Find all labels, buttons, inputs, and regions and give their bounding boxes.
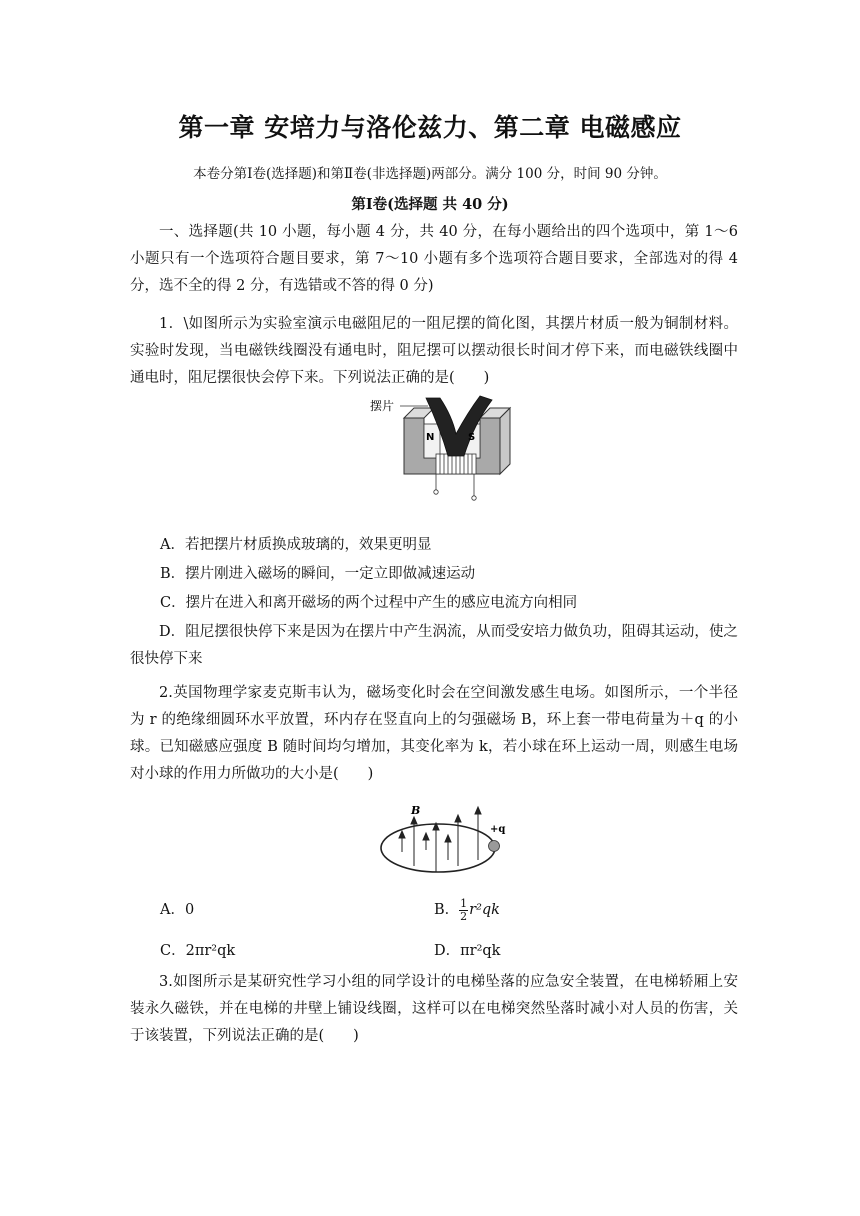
question-3-stem: 3.如图所示是某研究性学习小组的同学设计的电梯坠落的应急安全装置，在电梯轿厢上安装永久磁铁，并在电梯的井壁上铺设线圈，这样可以在电梯突然坠落时减小对人员的伤害，关于该装置，下列说法正确的是( ) — [130, 974, 738, 1044]
coil-icon — [436, 454, 476, 474]
q2-option-b — [434, 897, 500, 924]
b-label: B — [411, 804, 421, 817]
pole-s-label: S — [468, 432, 476, 443]
section-intro: 一、选择题(共 10 小题，每小题 4 分，共 40 分，在每小题给出的四个选项中，第 1～6 小题只有一个选项符合题目要求，第 7～10 小题有多个选项符合题目要求，全部选对的得 4 分，选不全的得 2 分，有选错或不答的得 0 分) — [130, 224, 738, 294]
question-2-stem: 2.英国物理学家麦克斯韦认为，磁场变化时会在空间激发感生电场。如图所示，一个半径为 r 的绝缘细圆环水平放置，环内存在竖直向上的匀强磁场 B，环上套一带电荷量为＋q 的小球。已知磁感应强度 B 随时间均匀增加，其变化率为 k，若小球在环上运动一周，则感生电场对小球的作用力所做功的大小是( ) — [130, 685, 738, 782]
pendulum-label: 摆片 — [370, 399, 395, 413]
q2-option-d: D．πr²qk — [434, 943, 501, 959]
page-title: 第一章 安培力与洛伦兹力、第二章 电磁感应 — [178, 113, 682, 142]
q2-option-c: C．2πr²qk — [160, 943, 236, 959]
damping-pendulum-figure — [370, 394, 530, 506]
q1-option-a: A．若把摆片材质换成玻璃的，效果更明显 — [160, 537, 432, 553]
q2-option-a: A．0 — [160, 902, 195, 918]
ring-field-figure — [378, 802, 512, 880]
part-heading: 第Ⅰ卷(选择题 共 40 分) — [351, 196, 509, 213]
one-half-fraction: $\frac{1}{2}$ — [460, 896, 468, 923]
q2-option-b-prefix: B． — [434, 902, 460, 918]
pole-n-label: N — [426, 432, 435, 443]
q1-option-d: D．阻尼摆很快停下来是因为在摆片中产生涡流，从而受安培力做负功，阻碍其运动，使之很快停下来 — [130, 624, 738, 667]
charged-ball-icon — [489, 841, 500, 852]
q2-option-b-expr: r²qk — [469, 902, 500, 918]
exam-instructions: 本卷分第Ⅰ卷(选择题)和第Ⅱ卷(非选择题)两部分。满分 100 分，时间 90 分钟。 — [193, 166, 667, 182]
q1-option-b: B．摆片刚进入磁场的瞬间，一定立即做减速运动 — [160, 566, 476, 582]
question-1-stem: 1．\如图所示为实验室演示电磁阻尼的一阻尼摆的简化图，其摆片材质一般为铜制材料。实验时发现，当电磁铁线圈没有通电时，阻尼摆可以摆动很长时间才停下来，而电磁铁线圈中通电时，阻尼摆很快会停下来。下列说法正确的是( ) — [130, 316, 738, 386]
q1-option-c: C．摆片在进入和离开磁场的两个过程中产生的感应电流方向相同 — [160, 595, 578, 611]
q-label: +q — [490, 824, 506, 835]
